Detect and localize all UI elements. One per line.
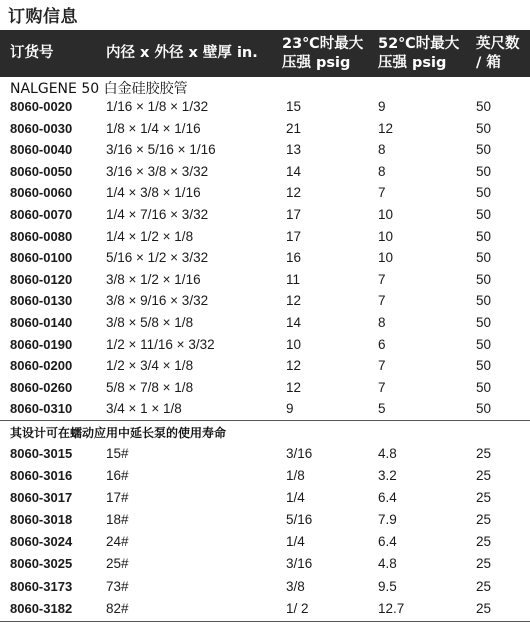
header-quantity-line2: / 箱	[476, 55, 501, 71]
cell-dimensions: 5/8 × 7/8 × 1/8	[106, 379, 194, 395]
table-row	[0, 96, 530, 118]
header-pressure-23c-line1: 23℃时最大	[282, 36, 364, 52]
cell-pressure-52c: 6.4	[378, 490, 397, 506]
cell-sku: 8060-0120	[10, 271, 73, 287]
cell-quantity: 50	[476, 185, 492, 201]
cell-sku: 8060-3173	[10, 578, 73, 594]
table-row	[0, 247, 530, 269]
cell-quantity: 50	[476, 142, 492, 158]
cell-quantity: 50	[476, 99, 492, 114]
cell-sku: 8060-0070	[10, 206, 73, 222]
cell-sku: 8060-0310	[10, 401, 73, 417]
table-body-section2	[0, 443, 530, 620]
cell-dimensions: 1/16 × 1/8 × 1/32	[106, 99, 209, 114]
cell-pressure-23c: 1/4	[286, 534, 305, 550]
cell-pressure-52c: 7	[378, 358, 386, 374]
cell-pressure-23c: 1/4	[286, 490, 305, 506]
cell-quantity: 50	[476, 336, 492, 352]
cell-quantity: 25	[476, 468, 492, 484]
header-sku: 订货号	[10, 45, 54, 61]
header-pressure-23c-line2: 压强 psig	[282, 55, 351, 71]
cell-dimensions: 3/8 × 9/16 × 3/32	[106, 293, 209, 309]
cell-sku: 8060-0080	[10, 228, 73, 244]
header-quantity-line1: 英尺数	[476, 36, 520, 52]
cell-pressure-52c: 8	[378, 314, 386, 330]
cell-pressure-52c: 8	[378, 142, 386, 158]
cell-pressure-23c: 3/8	[286, 578, 305, 594]
cell-pressure-23c: 14	[286, 163, 302, 179]
cell-dimensions: 1/4 × 7/16 × 3/32	[106, 206, 209, 222]
header-quantity	[476, 35, 520, 73]
cell-pressure-52c: 7	[378, 379, 386, 395]
cell-pressure-23c: 9	[286, 401, 294, 417]
cell-dimensions: 3/4 × 1 × 1/8	[106, 401, 182, 417]
cell-pressure-23c: 1/8	[286, 468, 305, 484]
cell-sku: 8060-0190	[10, 336, 73, 352]
cell-pressure-52c: 6.4	[378, 534, 397, 550]
table-row	[0, 182, 530, 204]
table-row	[0, 334, 530, 356]
cell-quantity: 50	[476, 120, 492, 136]
cell-quantity: 50	[476, 271, 492, 287]
cell-dimensions: 15#	[106, 446, 129, 461]
table-row	[0, 487, 530, 509]
table-header	[0, 30, 530, 77]
cell-pressure-52c: 4.8	[378, 446, 397, 461]
cell-pressure-23c: 5/16	[286, 512, 313, 528]
table-row	[0, 598, 530, 620]
cell-pressure-52c: 9	[378, 99, 386, 114]
cell-sku: 8060-3016	[10, 468, 73, 484]
cell-quantity: 50	[476, 314, 492, 330]
cell-dimensions: 3/16 × 3/8 × 3/32	[106, 163, 209, 179]
header-pressure-52c	[378, 35, 459, 73]
cell-pressure-52c: 10	[378, 206, 394, 222]
cell-sku: 8060-0100	[10, 250, 73, 266]
cell-dimensions: 3/16 × 5/16 × 1/16	[106, 142, 216, 158]
cell-pressure-52c: 5	[378, 401, 386, 417]
cell-pressure-23c: 3/16	[286, 556, 313, 572]
cell-pressure-23c: 17	[286, 206, 302, 222]
cell-pressure-23c: 10	[286, 336, 302, 352]
cell-dimensions: 1/2 × 11/16 × 3/32	[106, 336, 215, 352]
cell-pressure-52c: 10	[378, 250, 394, 266]
cell-quantity: 25	[476, 490, 492, 506]
cell-dimensions: 3/8 × 5/8 × 1/8	[106, 314, 194, 330]
cell-quantity: 50	[476, 293, 492, 309]
cell-quantity: 50	[476, 228, 492, 244]
cell-quantity: 25	[476, 512, 492, 528]
cell-quantity: 50	[476, 163, 492, 179]
cell-quantity: 50	[476, 358, 492, 374]
section-title: 其设计可在蠕动应用中延长泵的使用寿命	[10, 426, 227, 440]
cell-sku: 8060-0040	[10, 142, 73, 158]
table-body-section1	[0, 96, 530, 420]
cell-sku: 8060-0050	[10, 163, 73, 179]
cell-pressure-52c: 7	[378, 293, 386, 309]
cell-dimensions: 82#	[106, 600, 129, 616]
table-row	[0, 118, 530, 140]
cell-quantity: 25	[476, 446, 492, 461]
table-row	[0, 377, 530, 399]
cell-sku: 8060-3024	[10, 534, 73, 550]
cell-pressure-23c: 15	[286, 99, 302, 114]
cell-pressure-23c: 12	[286, 358, 302, 374]
cell-dimensions: 18#	[106, 512, 129, 528]
cell-pressure-23c: 17	[286, 228, 302, 244]
cell-pressure-52c: 8	[378, 163, 386, 179]
cell-dimensions: 73#	[106, 578, 129, 594]
cell-sku: 8060-3018	[10, 512, 73, 528]
cell-pressure-23c: 13	[286, 142, 302, 158]
table-row	[0, 355, 530, 377]
cell-sku: 8060-3017	[10, 490, 73, 506]
cell-pressure-23c: 16	[286, 250, 302, 266]
cell-pressure-52c: 12.7	[378, 600, 405, 616]
table-row	[0, 531, 530, 553]
cell-dimensions: 1/8 × 1/4 × 1/16	[106, 120, 201, 136]
cell-pressure-23c: 21	[286, 120, 302, 136]
cell-dimensions: 25#	[106, 556, 129, 572]
cell-quantity: 25	[476, 556, 492, 572]
cell-pressure-23c: 14	[286, 314, 302, 330]
cell-pressure-23c: 12	[286, 185, 302, 201]
table-row	[0, 161, 530, 183]
table-row	[0, 443, 530, 465]
table-row	[0, 269, 530, 291]
page-title: 订购信息	[8, 7, 78, 27]
cell-sku: 8060-0130	[10, 293, 73, 309]
cell-pressure-23c: 1/ 2	[286, 600, 309, 616]
table-row	[0, 290, 530, 312]
cell-sku: 8060-0140	[10, 314, 73, 330]
cell-pressure-52c: 10	[378, 228, 394, 244]
cell-quantity: 25	[476, 578, 492, 594]
cell-dimensions: 17#	[106, 490, 129, 506]
cell-sku: 8060-0020	[10, 99, 73, 114]
cell-dimensions: 3/8 × 1/2 × 1/16	[106, 271, 201, 287]
cell-pressure-52c: 7	[378, 185, 386, 201]
cell-pressure-23c: 3/16	[286, 446, 313, 461]
cell-dimensions: 5/16 × 1/2 × 3/32	[106, 250, 209, 266]
cell-sku: 8060-0030	[10, 120, 73, 136]
cell-pressure-52c: 4.8	[378, 556, 397, 572]
table-row	[0, 509, 530, 531]
cell-dimensions: 1/4 × 3/8 × 1/16	[106, 185, 201, 201]
cell-pressure-23c: 12	[286, 379, 302, 395]
cell-quantity: 50	[476, 250, 492, 266]
cell-quantity: 50	[476, 206, 492, 222]
cell-quantity: 25	[476, 600, 492, 616]
cell-pressure-52c: 7	[378, 271, 386, 287]
table-row	[0, 204, 530, 226]
cell-pressure-52c: 12	[378, 120, 394, 136]
table-row	[0, 312, 530, 334]
table-row	[0, 398, 530, 420]
header-pressure-52c-line1: 52℃时最大	[378, 36, 460, 52]
header-dimensions: 内径 x 外径 x 壁厚 in.	[106, 45, 258, 61]
table-bottom-rule	[0, 621, 530, 622]
section-title: NALGENE 50 白金硅胶胶管	[10, 81, 188, 97]
header-pressure-52c-line2: 压强 psig	[378, 55, 447, 71]
cell-sku: 8060-3025	[10, 556, 73, 572]
cell-sku: 8060-0200	[10, 358, 73, 374]
header-pressure-23c	[282, 35, 363, 73]
section-divider	[0, 420, 530, 421]
cell-sku: 8060-0060	[10, 185, 73, 201]
cell-quantity: 50	[476, 379, 492, 395]
cell-dimensions: 24#	[106, 534, 129, 550]
cell-sku: 8060-3015	[10, 446, 73, 461]
cell-pressure-52c: 3.2	[378, 468, 397, 484]
table-row	[0, 465, 530, 487]
cell-quantity: 50	[476, 401, 492, 417]
cell-pressure-52c: 9.5	[378, 578, 397, 594]
table-row	[0, 576, 530, 598]
table-row	[0, 139, 530, 161]
cell-dimensions: 1/2 × 3/4 × 1/8	[106, 358, 194, 374]
cell-pressure-23c: 11	[286, 271, 301, 287]
cell-sku: 8060-0260	[10, 379, 73, 395]
cell-pressure-23c: 12	[286, 293, 302, 309]
table-row	[0, 226, 530, 248]
cell-dimensions: 16#	[106, 468, 129, 484]
cell-pressure-52c: 7.9	[378, 512, 397, 528]
cell-dimensions: 1/4 × 1/2 × 1/8	[106, 228, 194, 244]
table-row	[0, 553, 530, 575]
cell-sku: 8060-3182	[10, 600, 73, 616]
cell-pressure-52c: 6	[378, 336, 386, 352]
cell-quantity: 25	[476, 534, 492, 550]
